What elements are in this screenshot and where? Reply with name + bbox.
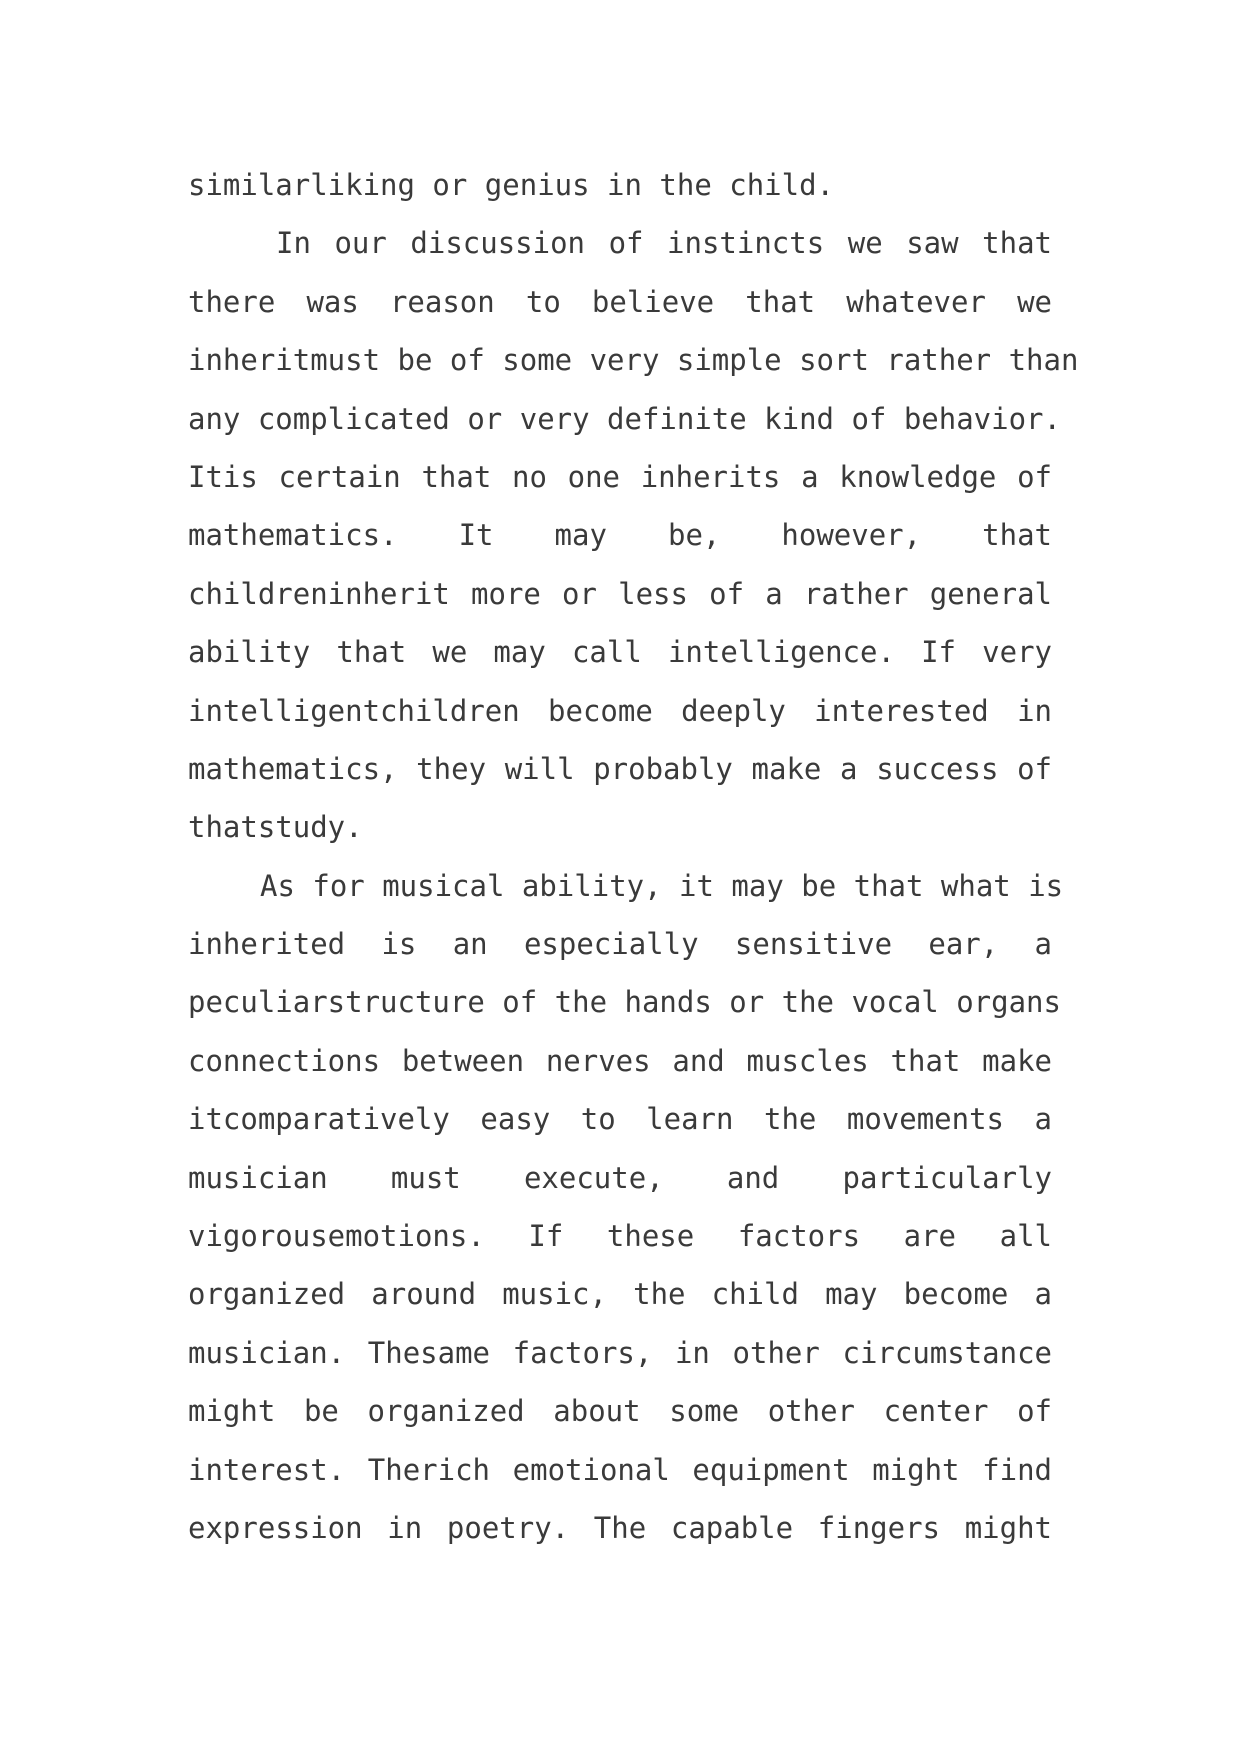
text-line: childreninherit more or less of a rather general: [188, 576, 1052, 611]
text-line: Itis certain that no one inherits a knowledge of: [188, 459, 1052, 494]
text-line: musician must execute, and particularly: [188, 1160, 1052, 1195]
text-line: any complicated or very definite kind of behavior.: [188, 401, 1061, 436]
text-line: thatstudy.: [188, 810, 363, 845]
text-line: vigorousemotions. If these factors are all: [188, 1219, 1052, 1254]
text-line: interest. Therich emotional equipment might find: [188, 1452, 1052, 1487]
paragraph-start-line: In our discussion of instincts we saw that: [276, 226, 1052, 261]
text-line: might be organized about some other center of: [188, 1394, 1052, 1429]
text-line: itcomparatively easy to learn the movements a: [188, 1102, 1052, 1137]
text-line: mathematics. It may be, however, that: [188, 518, 1052, 553]
text-line: expression in poetry. The capable fingers might: [188, 1510, 1052, 1545]
body-text: [188, 156, 1079, 1557]
text-line: musician. Thesame factors, in other circumstance: [188, 1335, 1052, 1370]
text-line: inherited is an especially sensitive ear, a: [188, 927, 1052, 962]
text-line: peculiarstructure of the hands or the vocal organs: [188, 985, 1061, 1020]
text-line: organized around music, the child may become a: [188, 1277, 1052, 1312]
paragraph-start-line: As for musical ability, it may be that what is: [260, 868, 1064, 903]
text-line: mathematics, they will probably make a success of: [188, 751, 1052, 786]
text-line: ability that we may call intelligence. If very: [188, 635, 1052, 670]
text-line: intelligentchildren become deeply interested in: [188, 693, 1052, 728]
text-line: inheritmust be of some very simple sort rather than: [188, 343, 1079, 378]
text-line: there was reason to believe that whatever we: [188, 284, 1052, 319]
text-line: connections between nerves and muscles that make: [188, 1043, 1052, 1078]
text-line: similarliking or genius in the child.: [188, 168, 835, 202]
